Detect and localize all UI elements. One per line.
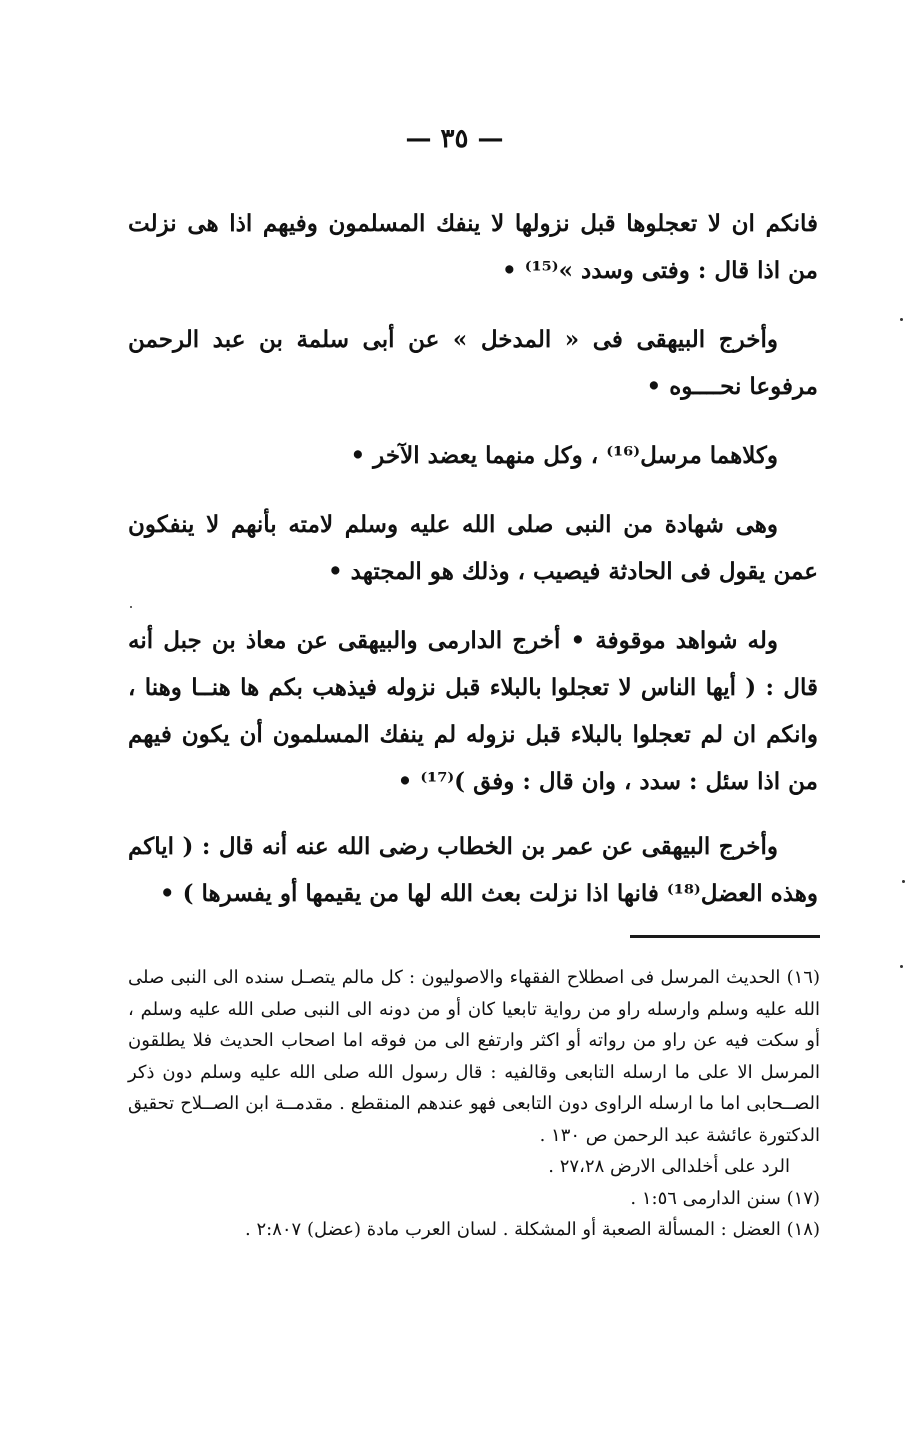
scan-speck	[130, 606, 132, 608]
footnote-16-reference: الرد على أخلدالى الارض ٢٧،٢٨ .	[548, 1156, 790, 1177]
footnote-separator	[630, 935, 820, 938]
paragraph-5: وله شواهد موقوفة • أخرج الدارمى والبيهقى عن معاذ بن جبل أنه قال : ( أيها الناس لا تعجلوا بالبلاء قبل نزوله فيذهب بكم ها هنــا وهنا ، وانكم ان لم تعجلوا بالبلاء قبل نزوله لم ينفك المسلمون أن يكون فيهم من اذا سئل : سدد ، وان قال : وفق )⁽¹⁷⁾ •	[128, 627, 818, 795]
scan-speck	[900, 965, 903, 968]
footnote-18: (١٨) العضل : المسألة الصعبة أو المشكلة . لسان العرب مادة (عضل) ٢:٨٠٧ .	[245, 1219, 820, 1240]
footnote-17: (١٧) سنن الدارمى ١:٥٦ .	[630, 1187, 820, 1209]
paragraph-3: وكلاهما مرسل⁽¹⁶⁾ ، وكل منهما يعضد الآخر •	[350, 442, 778, 469]
paragraph-4: وهى شهادة من النبى صلى الله عليه وسلم لامته بأنهم لا ينفكون عمن يقول فى الحادثة فيصيب ، وذلك هو المجتهد •	[128, 511, 818, 585]
main-text	[128, 200, 818, 939]
footnotes	[128, 962, 820, 1246]
footnote-16: (١٦) الحديث المرسل فى اصطلاح الفقهاء والاصوليون : كل مالم يتصـل سنده الى النبى صلى الله عليه وسلم وارسله راو من رواية تابعيا كان أو من دونه الى النبى صلى الله عليه وسلم ، أو سكت فيه عن راو من رواته أو اكثر وارتفع الى من فوقه اما اصحاب الحديث فلا يطلقون المرسل الا على ما ارسله التابعى وقالفيه : قال رسول الله صلى الله عليه وسلم دون ذكر الصــحابى اما ما ارسله الراوى دون التابعى فهو عندهم المنقطع . مقدمــة ابن الصــلاح تحقيق الدكتورة عائشة عبد الرحمن ص ١٣٠ .	[128, 967, 820, 1146]
paragraph-1: فانكم ان لا تعجلوها قبل نزولها لا ينفك المسلمون وفيهم اذا هى نزلت من اذا قال : وفتى وسدد »⁽¹⁵⁾ •	[128, 210, 818, 284]
page-number: — ٣٥ —	[405, 124, 504, 154]
scan-speck	[902, 880, 905, 883]
paragraph-2: وأخرج البيهقى فى « المدخل » عن أبى سلمة بن عبد الرحمن مرفوعا نحــــوه •	[128, 326, 818, 400]
scan-speck	[900, 318, 903, 321]
paragraph-6: وأخرج البيهقى عن عمر بن الخطاب رضى الله عنه أنه قال : ( اياكم وهذه العضل⁽¹⁸⁾ فانها اذا نزلت بعث الله لها من يقيمها أو يفسرها ) •	[128, 833, 818, 907]
